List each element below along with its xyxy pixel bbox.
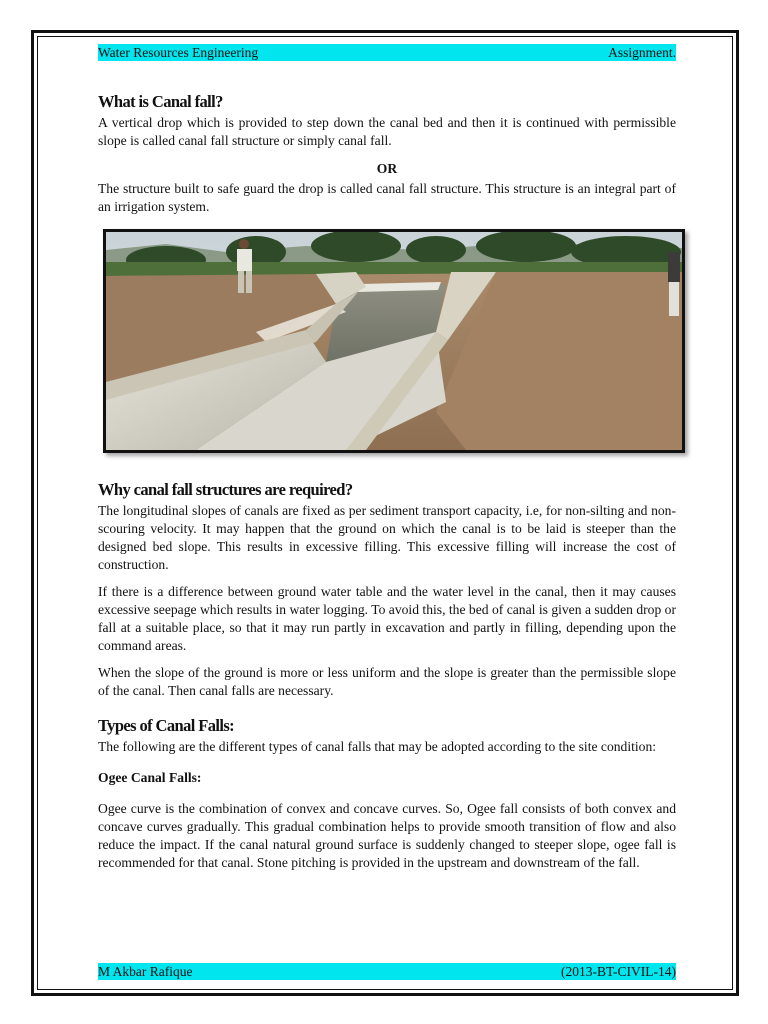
header-assignment-label: Assignment.: [608, 45, 676, 60]
header-course-title: Water Resources Engineering: [98, 45, 259, 60]
page-header: [98, 44, 676, 61]
heading-why-required: Why canal fall structures are required?: [98, 480, 353, 499]
footer-roll-number: (2013-BT-CIVIL-14): [561, 964, 676, 979]
person-right-figure: [668, 252, 680, 316]
canal-fall-photo: [103, 229, 685, 453]
section-what-is-canal-fall: [98, 92, 676, 216]
definition-alt-paragraph: The structure built to safe guard the drop is called canal fall structure. This structure is an integral part of an irrigation system.: [98, 181, 676, 214]
section-types-of-canal-falls: [98, 716, 676, 872]
why-paragraph-1: The longitudinal slopes of canals are fixed as per sediment transport capacity, i.e, for non-silting and non-scouring velocity. It may happen that the ground on which the canal is to be laid is steeper than the designed bed slope. This results in excessive filling. This excessive filling will increase the cost of construction.: [98, 503, 676, 572]
section-why-canal-fall: [98, 480, 676, 700]
or-separator: OR: [376, 161, 398, 176]
why-paragraph-3: When the slope of the ground is more or less uniform and the slope is greater than the permissible slope of the canal. Then canal falls are necessary.: [98, 665, 676, 698]
heading-what-is-canal-fall: What is Canal fall?: [98, 92, 223, 111]
heading-ogee-canal-falls: Ogee Canal Falls:: [98, 770, 202, 785]
ogee-paragraph: Ogee curve is the combination of convex and concave curves. So, Ogee fall consists of both convex and concave curves gradually. This gradual combination helps to provide smooth transition of flow and also reduce the impact. If the canal natural ground surface is suddenly changed to steeper slope, ogee fall is recommended for that canal. Stone pitching is provided in the upstream and downstream of the fall.: [98, 801, 676, 870]
heading-types-of-canal-falls: Types of Canal Falls:: [98, 716, 235, 735]
types-intro-paragraph: The following are the different types of canal falls that may be adopted according to the site condition:: [98, 739, 657, 754]
definition-paragraph: A vertical drop which is provided to step down the canal bed and then it is continued with permissible slope is called canal fall structure or simply canal fall.: [98, 115, 676, 148]
why-paragraph-2: If there is a difference between ground water table and the water level in the canal, then it may causes excessive seepage which results in water logging. To avoid this, the bed of canal is given a sudden drop or fall at a suitable place, so that it may run partly in excavation and partly in filling, depending upon the command areas.: [98, 584, 676, 653]
footer-author: M Akbar Rafique: [98, 964, 193, 979]
page-footer: [98, 963, 676, 980]
